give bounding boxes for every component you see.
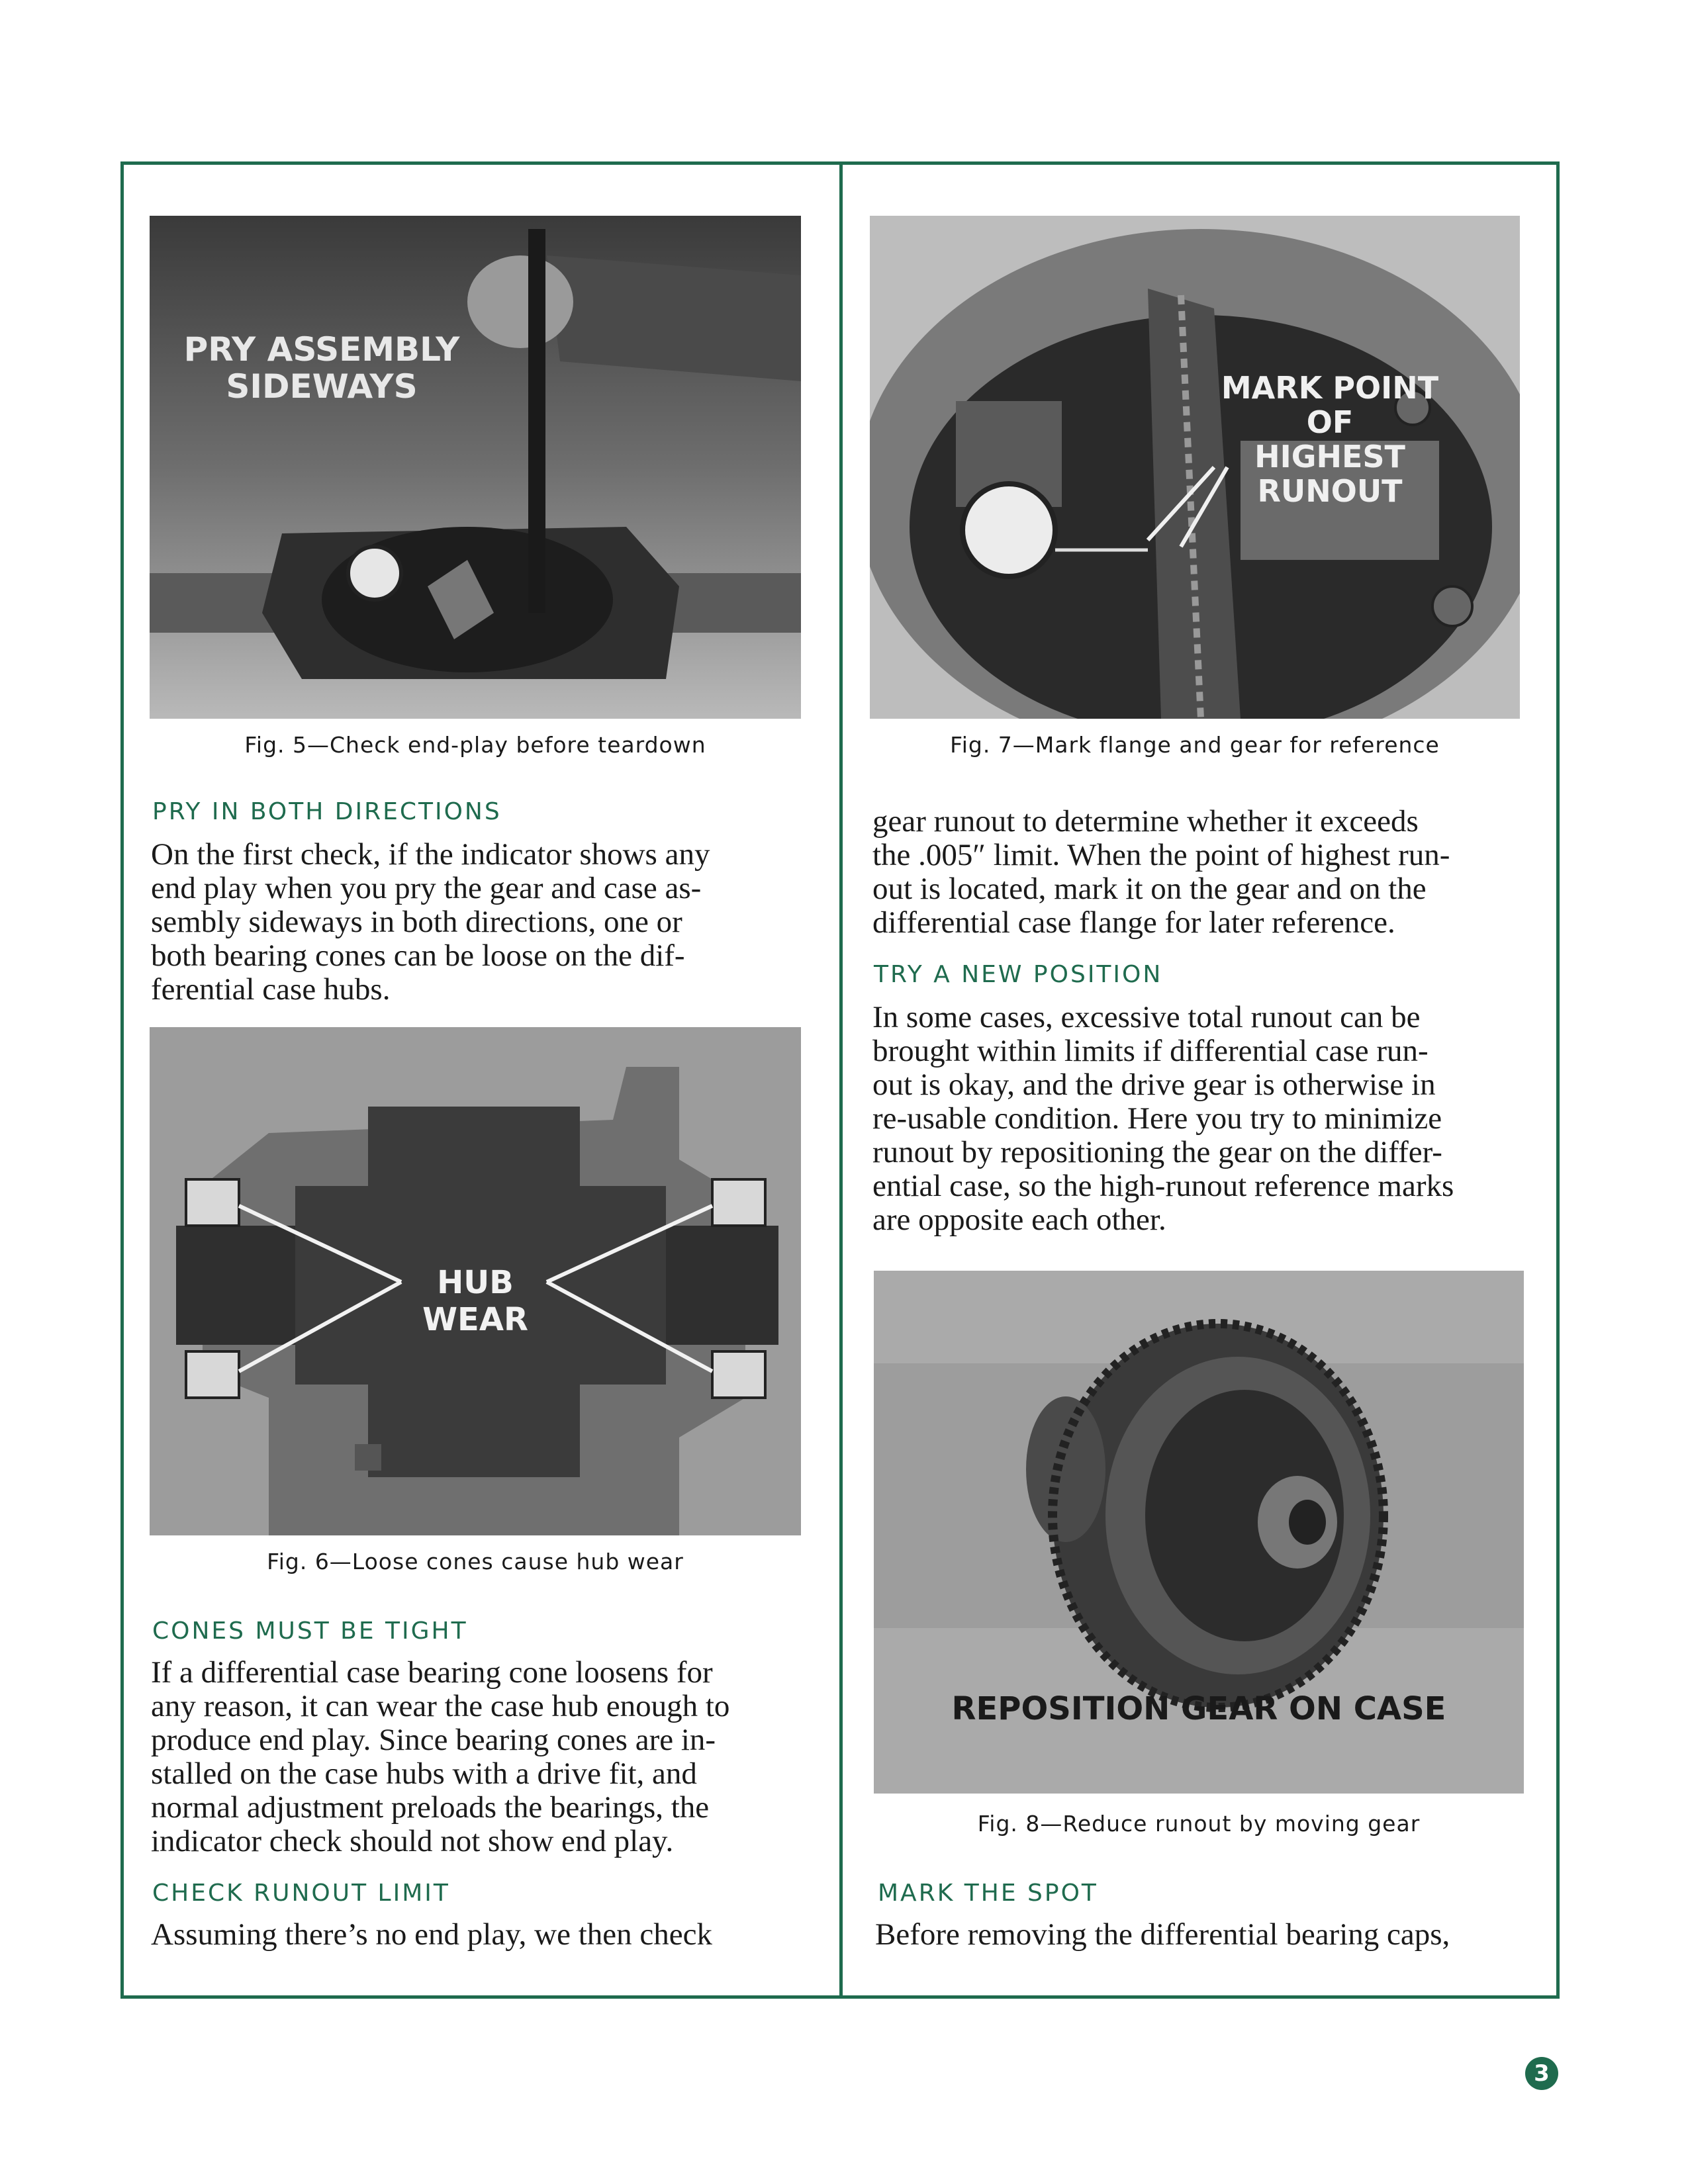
text-line: differential case flange for later reference. [872,905,1395,940]
fig8-caption: Fig. 8—Reduce runout by moving gear [977,1811,1421,1837]
heading-mark-the-spot: MARK THE SPOT [878,1880,1098,1907]
text-line: gear runout to determine whether it exceeds [872,804,1419,839]
fig5-photo [150,216,801,719]
fig5-caption: Fig. 5—Check end-play before teardown [244,732,706,758]
fig7-overlay-label [1194,371,1466,508]
text-line: sembly sideways in both directions, one or [151,905,682,939]
fig7-label-line1: MARK POINT OF [1221,370,1439,440]
text-line: normal adjustment preloads the bearings, the [151,1790,710,1825]
text-line: Assuming there’s no end play, we then check [151,1917,712,1952]
fig5-label-line2: SIDEWAYS [226,367,418,406]
text-line: ferential case hubs. [151,972,391,1007]
heading-check-runout-limit: CHECK RUNOUT LIMIT [152,1880,450,1907]
text-line: the .005″ limit. When the point of highest run- [872,838,1450,872]
text-line: indicator check should not show end play. [151,1824,674,1858]
text-line: out is located, mark it on the gear and on the [872,872,1427,906]
paragraph-mark-the-spot [875,1918,1525,1952]
paragraph-new-position [872,1001,1523,1237]
fig6-overlay-label: HUB WEAR [422,1264,528,1338]
heading-pry-in-both-directions: PRY IN BOTH DIRECTIONS [152,798,502,825]
text-line: On the first check, if the indicator shows any [151,837,710,872]
text-line: If a differential case bearing cone loosens for [151,1655,713,1690]
text-line: brought within limits if differential case run- [872,1034,1429,1068]
fig6-caption: Fig. 6—Loose cones cause hub wear [267,1549,684,1574]
text-line: In some cases, excessive total runout can be [872,1000,1421,1034]
text-line: both bearing cones can be loose on the dif- [151,938,685,973]
column-divider [839,161,843,1999]
heading-try-a-new-position: TRY A NEW POSITION [874,961,1163,988]
text-line: end play when you pry the gear and case as- [151,871,702,905]
paragraph-cones [151,1656,801,1858]
fig8-overlay-label: REPOSITION GEAR ON CASE [951,1690,1446,1727]
text-line: out is okay, and the drive gear is otherwise in [872,1068,1436,1102]
text-line: runout by repositioning the gear on the differ- [872,1135,1442,1169]
paragraph-pry [151,838,801,1007]
text-line: re-usable condition. Here you try to minimize [872,1101,1442,1136]
text-line: any reason, it can wear the case hub enough to [151,1689,730,1723]
text-line: ential case, so the high-runout reference marks [872,1169,1454,1203]
heading-cones-must-be-tight: CONES MUST BE TIGHT [152,1617,468,1645]
fig5-overlay-label [150,331,494,405]
fig7-label-line2: HIGHEST RUNOUT [1254,439,1405,509]
text-line: are opposite each other. [872,1203,1166,1237]
text-line: stalled on the case hubs with a drive fit, and [151,1756,697,1791]
text-line: Before removing the differential bearing caps, [875,1917,1450,1952]
text-line: produce end play. Since bearing cones are in- [151,1723,716,1757]
fig7-caption: Fig. 7—Mark flange and gear for reference [950,732,1440,758]
paragraph-gear-runout [872,805,1523,940]
paragraph-check-runout [151,1918,801,1952]
fig5-label-line1: PRY ASSEMBLY [183,330,460,369]
page-number-badge: 3 [1525,2057,1558,2090]
